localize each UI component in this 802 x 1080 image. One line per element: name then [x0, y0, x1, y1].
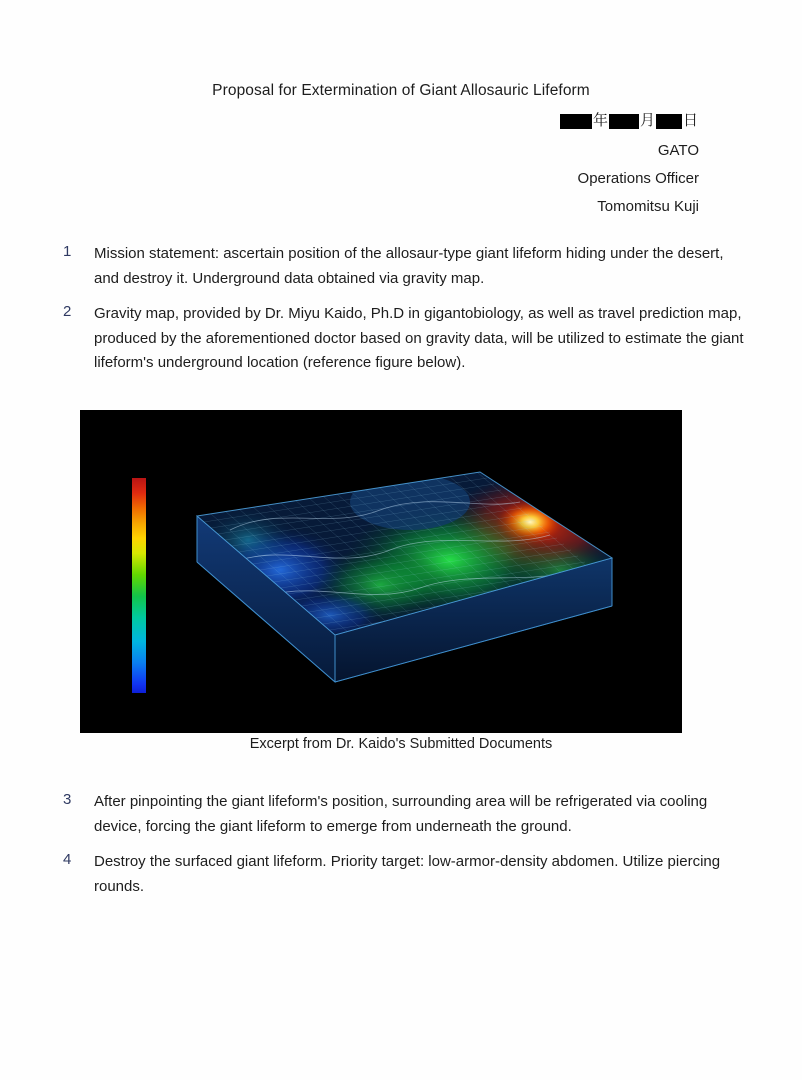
- item-text: After pinpointing the giant lifeform's position, surrounding area will be refrigerated via cooling device, forcing the giant lifeform to emerge from underneath the ground.: [94, 793, 708, 835]
- gravity-map-figure: [80, 410, 682, 733]
- list-item: [58, 242, 748, 291]
- item-number: 2: [63, 303, 72, 320]
- date-line: [359, 110, 699, 132]
- item-number: 1: [63, 243, 72, 260]
- page-title: Proposal for Extermination of Giant Allosauric Lifeform: [212, 82, 590, 99]
- item-text: Mission statement: ascertain position of the allosaur-type giant lifeform hiding under the desert, and destroy it. Underground data obtained via gravity map.: [94, 245, 724, 287]
- redacted-year-block: [560, 114, 592, 129]
- items-bottom: [58, 790, 758, 910]
- organization-name: GATO: [657, 142, 699, 159]
- list-item: [58, 302, 748, 376]
- figure-caption: Excerpt from Dr. Kaido's Submitted Documents: [249, 736, 553, 752]
- item-number: 3: [63, 791, 72, 808]
- item-text: Destroy the surfaced giant lifeform. Priority target: low-armor-density abdomen. Utilize piercing rounds.: [94, 853, 721, 895]
- month-character: 月: [639, 112, 655, 129]
- role-title: Operations Officer: [577, 170, 699, 187]
- colorbar-legend: [132, 478, 146, 693]
- item-number: 4: [63, 851, 72, 868]
- year-character: 年: [592, 112, 608, 129]
- day-character: 日: [682, 112, 698, 129]
- item-text: Gravity map, provided by Dr. Miyu Kaido, Ph.D in gigantobiology, as well as travel prediction map, produced by the aforementioned doctor based on gravity data, will be utilized to estimate the giant lifeform's underground location (reference figure below).: [94, 305, 744, 371]
- list-item: [58, 790, 758, 839]
- list-item: [58, 850, 758, 899]
- items-top: [58, 242, 748, 387]
- author-name: Tomomitsu Kuji: [597, 198, 699, 215]
- redacted-day-block: [656, 114, 682, 129]
- redacted-month-block: [609, 114, 639, 129]
- terrain-surface-plot: [80, 410, 682, 733]
- document-header: [359, 110, 699, 221]
